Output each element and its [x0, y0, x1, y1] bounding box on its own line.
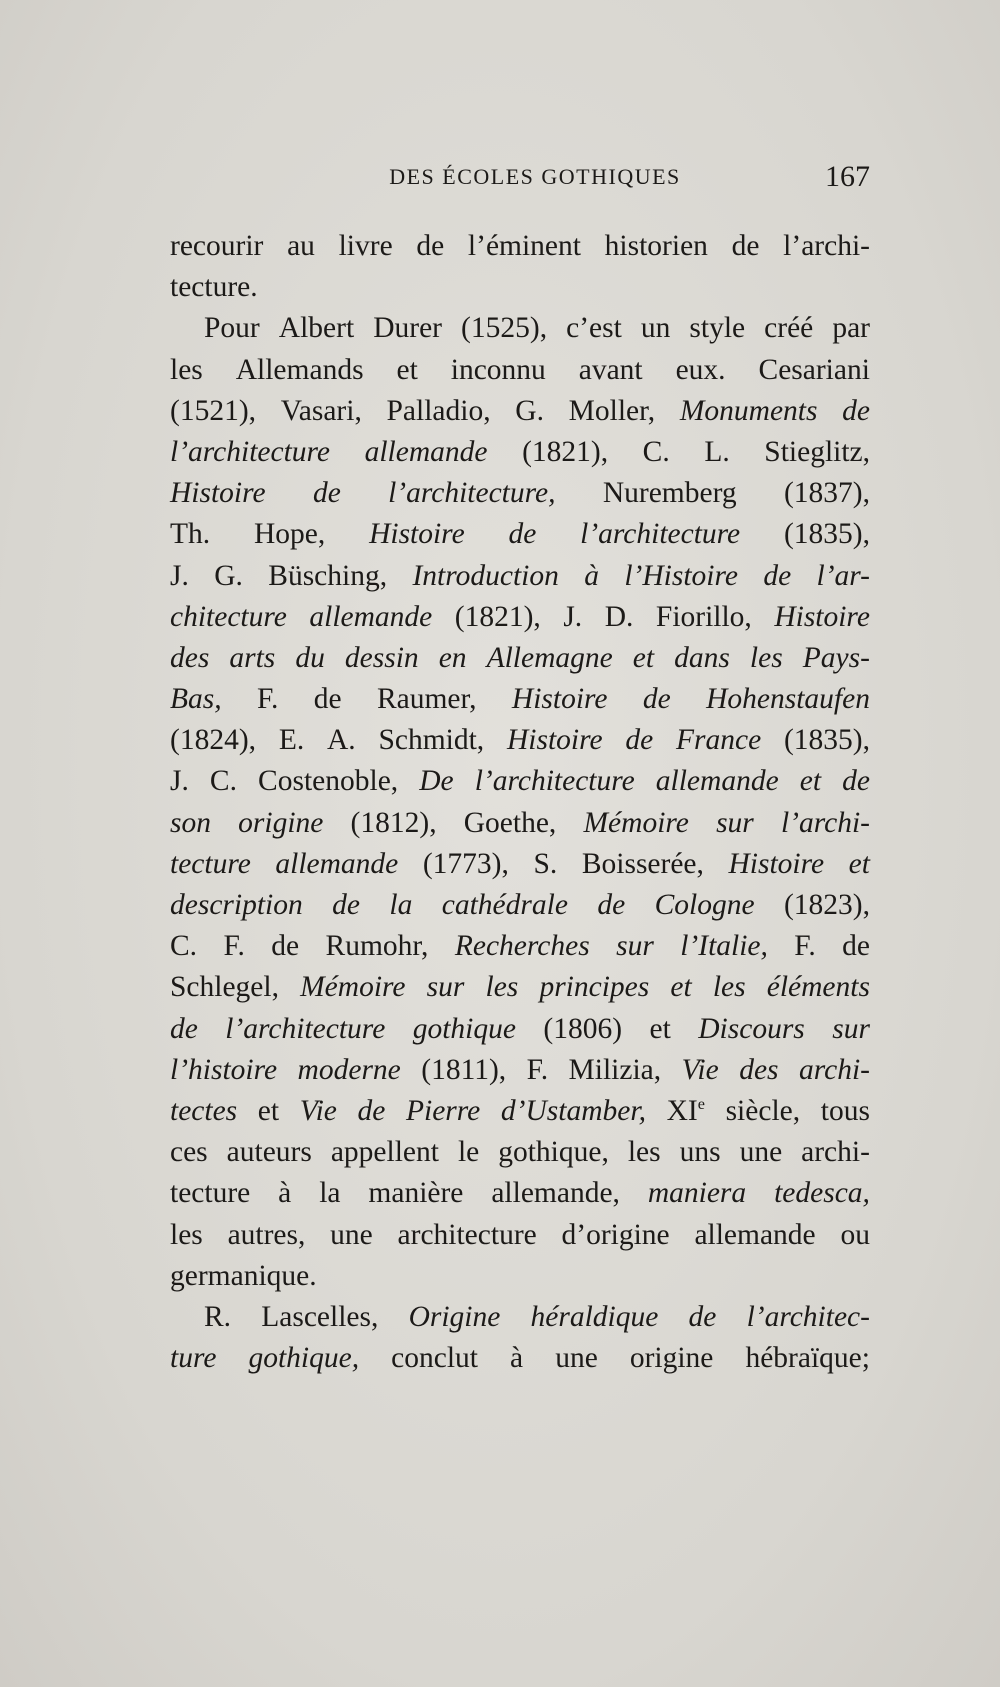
word: de [597, 889, 626, 921]
word: Lascelles, [261, 1300, 379, 1333]
word: Palladio, [386, 394, 491, 427]
word: allemande [275, 847, 399, 880]
word: eux. [675, 353, 726, 386]
text-line [170, 761, 870, 802]
word: dans [674, 641, 730, 674]
word: une [555, 1342, 598, 1375]
word: tedesca, [774, 1177, 870, 1210]
word: style [689, 312, 746, 345]
word: (1821), [454, 600, 541, 633]
word: recourir [170, 230, 264, 262]
word: J. [563, 600, 583, 633]
word: sur [426, 971, 465, 1004]
word: Hope, [253, 518, 326, 551]
word: (1773), [422, 847, 509, 880]
word: Mémoire [300, 971, 406, 1004]
word: et [848, 847, 870, 880]
word: c’est [566, 312, 622, 345]
word: par [832, 312, 870, 345]
word: autres, [227, 1218, 306, 1251]
word: d’Ustamber, [500, 1094, 646, 1127]
word: gothique, [248, 1342, 360, 1375]
word: France [675, 724, 762, 757]
word: le [457, 1136, 480, 1169]
word: (1811), [421, 1053, 507, 1086]
word: à [278, 1177, 292, 1210]
word: siècle, [725, 1094, 801, 1127]
word: les [627, 1136, 661, 1169]
word: Boisserée, [581, 847, 704, 880]
word: origine [238, 806, 324, 839]
word: les [170, 353, 203, 386]
page-number: 167 [825, 160, 870, 193]
word: avant [578, 353, 643, 386]
text-line [170, 720, 870, 761]
word: créé [764, 312, 814, 345]
word: en [438, 641, 467, 674]
word: sur [616, 930, 654, 963]
word: à [510, 1342, 524, 1375]
word: Schlegel, [170, 971, 279, 1004]
word: Pour [204, 312, 260, 345]
word: Vie [681, 1053, 719, 1086]
word: (1521), [170, 394, 257, 427]
word: l’ar- [816, 559, 870, 592]
word: des [739, 1053, 779, 1086]
word: une [739, 1136, 783, 1169]
text-line [170, 885, 870, 926]
word: et [670, 971, 692, 1004]
text-line [170, 1297, 870, 1338]
word: auteurs [226, 1136, 312, 1169]
word: tecture [170, 1177, 251, 1210]
word: cathédrale [441, 889, 568, 921]
text-line [170, 1009, 870, 1050]
word: germanique. [170, 1259, 317, 1292]
word: l’architecture [225, 1012, 386, 1045]
word: sur [832, 1012, 870, 1045]
word: Allemands [235, 353, 364, 386]
word: Histoire [170, 477, 266, 510]
word: G. [515, 394, 544, 427]
word: Discours [698, 1012, 805, 1045]
superscript: e [697, 1095, 705, 1114]
word: C. [170, 930, 198, 963]
word: (1835), [783, 724, 870, 757]
text-line [170, 1173, 870, 1214]
word: archi- [798, 1053, 870, 1086]
word: de [332, 889, 360, 921]
word: de [271, 930, 300, 963]
word: Hohenstaufen [706, 683, 870, 716]
word: Albert [278, 312, 355, 345]
word: tous [820, 1094, 870, 1127]
word: l’architec- [746, 1300, 870, 1333]
word: l’architecture [474, 765, 635, 798]
word: de [313, 683, 342, 716]
word: Fiorillo, [655, 600, 752, 633]
word: les [485, 971, 519, 1004]
word: Pays- [802, 641, 870, 674]
word: au [287, 230, 315, 262]
word: Pierre [405, 1094, 481, 1127]
text-line [170, 1215, 870, 1256]
word: ture [170, 1342, 217, 1375]
word: Rumohr, [325, 930, 429, 963]
word: la [389, 889, 413, 921]
word: sur [716, 806, 754, 839]
word: l’archi- [780, 806, 870, 839]
word: l’architecture [170, 435, 331, 468]
word: appellent [330, 1136, 439, 1169]
word: tecture. [170, 271, 258, 304]
word: de [842, 394, 870, 427]
word: Durer [373, 312, 442, 345]
word: tecture [170, 847, 251, 880]
word: L. [704, 435, 730, 468]
word: de [731, 230, 760, 262]
word: et [257, 1094, 280, 1127]
word: l’architecture, [388, 477, 556, 510]
word: de [508, 518, 537, 551]
word: Th. [170, 518, 211, 551]
word: principes [539, 971, 650, 1004]
word: d’origine [561, 1218, 670, 1251]
word: de [625, 724, 654, 757]
word: E. [278, 724, 305, 757]
word: et [396, 353, 418, 386]
word: G. [214, 559, 243, 592]
body-text [170, 226, 870, 1379]
word: Moller, [568, 394, 656, 427]
text-line [170, 1050, 870, 1091]
text-line [170, 803, 870, 844]
word: Costenoble, [258, 765, 399, 798]
word: les [712, 971, 746, 1004]
word: (1525), [461, 312, 548, 345]
word: du [295, 641, 325, 674]
word: Vie [299, 1094, 337, 1127]
word: de [357, 1094, 386, 1127]
word: arts [229, 641, 276, 674]
word: Origine [408, 1300, 501, 1333]
word: Monuments [679, 394, 818, 427]
word: Histoire [728, 847, 825, 880]
word: Introduction [412, 559, 559, 592]
word: Schmidt, [378, 724, 485, 757]
text-line [170, 967, 870, 1008]
word: de [312, 477, 341, 510]
word: manière [368, 1177, 464, 1210]
word: F. [794, 930, 816, 963]
text-line [170, 679, 870, 720]
word: Büsching, [268, 559, 388, 592]
word: l’éminent [467, 230, 581, 262]
word: Stieglitz, [764, 435, 870, 468]
word: de [763, 559, 792, 592]
word: Histoire [774, 600, 870, 633]
word: Mémoire [583, 806, 689, 839]
word: et [649, 1012, 671, 1045]
word: dessin [344, 641, 419, 674]
word: son [170, 806, 211, 839]
word: Nuremberg [602, 477, 737, 510]
word: (1812), [350, 806, 437, 839]
word: Cologne [654, 889, 755, 921]
word: à [584, 559, 599, 592]
word: (1824), [170, 724, 257, 757]
word: de [842, 930, 870, 963]
word: l’histoire [170, 1053, 278, 1086]
word: architecture [397, 1218, 537, 1251]
word: XI [666, 1094, 698, 1127]
word: chitecture [170, 600, 287, 633]
text-line [170, 556, 870, 597]
word: Allemagne [486, 641, 613, 674]
word: F. [526, 1053, 549, 1086]
word: hébraïque; [745, 1342, 870, 1375]
text-line [170, 350, 870, 391]
word: livre [338, 230, 393, 262]
word: de [642, 683, 671, 716]
word: (1835), [783, 518, 870, 551]
word: gothique [412, 1012, 516, 1045]
word: conclut [391, 1342, 478, 1375]
word: l’Italie, [680, 930, 768, 963]
text-line [170, 514, 870, 555]
word: J. [170, 559, 189, 592]
word: allemande, [491, 1177, 620, 1210]
text-line [170, 1132, 870, 1173]
word: Histoire [369, 518, 465, 551]
word: les [749, 641, 783, 674]
word: et [632, 641, 655, 674]
word: gothique, [498, 1136, 609, 1169]
word: allemande [364, 435, 488, 468]
word: D. [604, 600, 634, 633]
word: F. [223, 930, 245, 963]
word: F. [256, 683, 279, 716]
word: Histoire [506, 724, 603, 757]
word: une [330, 1218, 373, 1251]
word: Milizia, [568, 1053, 662, 1086]
word: des [170, 641, 210, 674]
word: S. [533, 847, 558, 880]
text-line [170, 1091, 870, 1132]
text-line [170, 1256, 870, 1297]
word: uns [679, 1136, 721, 1169]
word: De [419, 765, 454, 798]
word: maniera [647, 1177, 747, 1210]
word: C. [642, 435, 670, 468]
word: historien [604, 230, 708, 262]
word: éléments [766, 971, 870, 1004]
text-line [170, 226, 870, 267]
text-line [170, 391, 870, 432]
text-line [170, 926, 870, 967]
text-line [170, 597, 870, 638]
word: moderne [297, 1053, 401, 1086]
word: de [688, 1300, 717, 1333]
word: ces [170, 1136, 208, 1169]
word: Vasari, [280, 394, 362, 427]
word: origine [629, 1342, 714, 1375]
text-line [170, 638, 870, 679]
word: allemande [309, 600, 433, 633]
word: R. [204, 1300, 232, 1333]
text-line [170, 267, 870, 308]
word: de [170, 1012, 198, 1045]
text-line [170, 308, 870, 349]
word: Recherches [454, 930, 590, 963]
word: tectes [170, 1094, 238, 1127]
word: (1837), [783, 477, 870, 510]
word: les [170, 1218, 203, 1251]
word: de [842, 765, 870, 798]
word: (1806) [543, 1012, 623, 1045]
word: (1821), [522, 435, 609, 468]
word: archi- [801, 1136, 870, 1169]
word: de [416, 230, 445, 262]
running-head: DES ÉCOLES GOTHIQUES [389, 164, 681, 189]
word: l’architecture [580, 518, 741, 551]
word: allemande [694, 1218, 816, 1251]
word: Raumer, [376, 683, 477, 716]
word: Bas, [170, 683, 222, 716]
word: l’Histoire [624, 559, 738, 592]
word: héraldique [530, 1300, 659, 1333]
text-line [170, 473, 870, 514]
word: (1823), [783, 889, 870, 921]
page-header [170, 160, 870, 200]
word: Histoire [511, 683, 608, 716]
word: A. [327, 724, 356, 757]
text-line [170, 432, 870, 473]
word: la [319, 1177, 341, 1210]
word: Cesariani [758, 353, 870, 386]
word: description [170, 889, 303, 921]
word: et [799, 765, 822, 798]
text-line [170, 1338, 870, 1379]
word: ou [840, 1218, 870, 1251]
word: inconnu [450, 353, 546, 386]
word: allemande [655, 765, 779, 798]
text-line [170, 844, 870, 885]
word: Goethe, [463, 806, 557, 839]
word: J. [170, 765, 189, 798]
word: l’archi- [783, 230, 870, 262]
word: un [640, 312, 671, 345]
word-with-superscript [667, 1091, 705, 1132]
word: C. [209, 765, 237, 798]
